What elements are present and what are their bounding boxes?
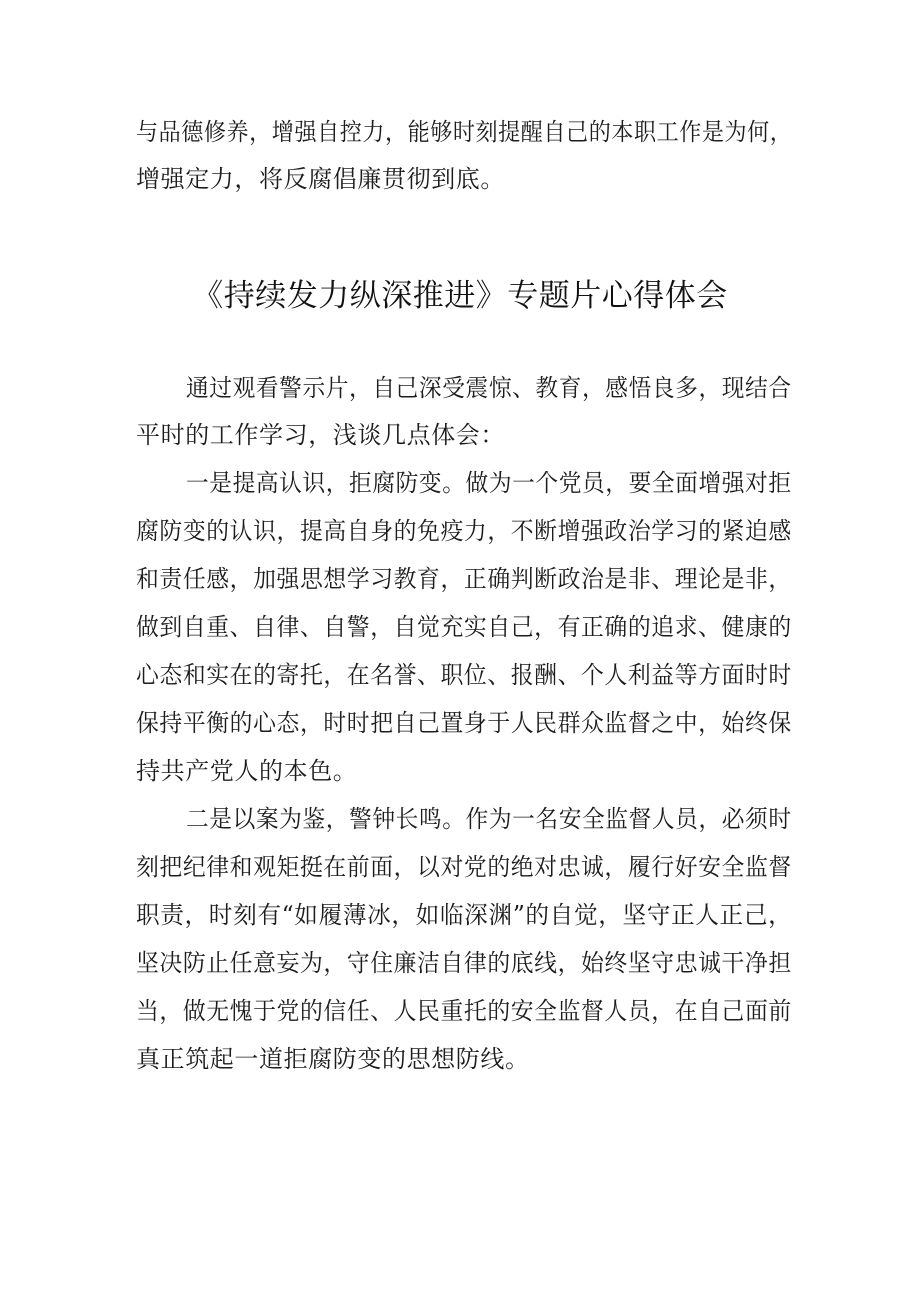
paragraph-2-line-3: 和责任感，加强思想学习教育，正确判断政治是非、理论是非，: [136, 565, 792, 593]
intro-line-2: 增强定力，将反腐倡廉贯彻到底。: [136, 165, 505, 193]
intro-line-1: 与品德修养，增强自控力，能够时刻提醒自己的本职工作是为何，: [136, 118, 793, 146]
paragraph-2-line-2: 腐防变的认识，提高自身的免疫力，不断增强政治学习的紧迫感: [136, 517, 792, 545]
paragraph-2-line-1: 一是提高认识，拒腐防变。做为一个党员，要全面增强对拒: [186, 469, 792, 497]
paragraph-3-line-1: 二是以案为鉴，警钟长鸣。作为一名安全监督人员，必须时: [186, 805, 792, 833]
paragraph-3-line-3: 职责，时刻有“如履薄冰，如临深渊”的自觉，坚守正人正己，: [136, 901, 793, 929]
page-title: 《持续发力纵深推进》专题片心得体会: [192, 278, 728, 314]
paragraph-1-line-1: 通过观看警示片，自己深受震惊、教育，感悟良多，现结合: [186, 374, 792, 402]
paragraph-2-line-6: 保持平衡的心态，时时把自己置身于人民群众监督之中，始终保: [136, 709, 792, 737]
paragraph-3-line-6: 真正筑起一道拒腐防变的思想防线。: [136, 1045, 530, 1073]
paragraph-2-line-5: 心态和实在的寄托，在名誉、职位、报酬、个人利益等方面时时: [136, 661, 792, 689]
paragraph-2-line-4: 做到自重、自律、自警，自觉充实自己，有正确的追求、健康的: [136, 613, 792, 641]
paragraph-3-line-5: 当，做无愧于党的信任、人民重托的安全监督人员，在自己面前: [136, 997, 792, 1025]
paragraph-3-line-4: 坚决防止任意妄为，守住廉洁自律的底线，始终坚守忠诚干净担: [136, 949, 792, 977]
paragraph-1-line-2: 平时的工作学习，浅谈几点体会：: [136, 421, 505, 449]
paragraph-2-line-7: 持共产党人的本色。: [136, 757, 358, 785]
paragraph-3-line-2: 刻把纪律和观矩挺在前面，以对党的绝对忠诚，履行好安全监督: [136, 853, 792, 881]
